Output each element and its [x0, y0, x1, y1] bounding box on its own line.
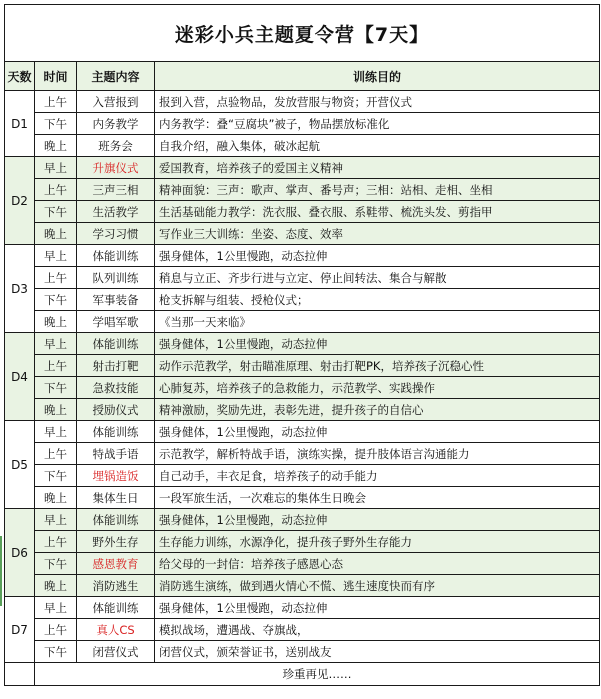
row-selection-marker [0, 536, 2, 606]
table-row [5, 377, 600, 399]
table-row [5, 201, 600, 223]
day-cell[interactable]: D1 [5, 91, 35, 157]
table-row [5, 619, 600, 641]
footer-text[interactable]: 珍重再见…… [35, 663, 600, 686]
table-row [5, 113, 600, 135]
time-cell[interactable]: 早上 [35, 597, 77, 619]
table-row [5, 355, 600, 377]
table-row [5, 267, 600, 289]
table-row [5, 179, 600, 201]
time-cell[interactable]: 下午 [35, 465, 77, 487]
content-cell[interactable]: 野外生存 [77, 531, 155, 553]
purpose-cell[interactable]: 稍息与立正、齐步行进与立定、停止间转法、集合与解散 [155, 267, 600, 289]
content-cell[interactable]: 授励仪式 [77, 399, 155, 421]
time-cell[interactable]: 早上 [35, 157, 77, 179]
purpose-cell[interactable]: 强身健体，1公里慢跑，动态拉伸 [155, 509, 600, 531]
purpose-cell[interactable]: 自我介绍，融入集体，破冰起航 [155, 135, 600, 157]
header-day[interactable]: 天数 [5, 62, 35, 91]
purpose-cell[interactable]: 报到入营，点验物品，发放营服与物资；开营仪式 [155, 91, 600, 113]
header-row [5, 62, 600, 91]
day-cell[interactable]: D7 [5, 597, 35, 663]
content-cell[interactable]: 班务会 [77, 135, 155, 157]
content-cell[interactable]: 集体生日 [77, 487, 155, 509]
purpose-cell[interactable]: 强身健体，1公里慢跑，动态拉伸 [155, 421, 600, 443]
table-row [5, 135, 600, 157]
content-cell[interactable]: 急救技能 [77, 377, 155, 399]
day-cell[interactable]: D3 [5, 245, 35, 333]
table-row [5, 289, 600, 311]
time-cell[interactable]: 上午 [35, 179, 77, 201]
purpose-cell[interactable]: 精神激励，奖励先进，表彰先进，提升孩子的自信心 [155, 399, 600, 421]
content-cell[interactable]: 消防逃生 [77, 575, 155, 597]
table-row [5, 223, 600, 245]
content-cell[interactable]: 队列训练 [77, 267, 155, 289]
table-row [5, 443, 600, 465]
purpose-cell[interactable]: 强身健体，1公里慢跑，动态拉伸 [155, 597, 600, 619]
time-cell[interactable]: 下午 [35, 113, 77, 135]
day-cell[interactable]: D5 [5, 421, 35, 509]
page-title[interactable]: 迷彩小兵主题夏令营【7天】 [5, 5, 600, 62]
time-cell[interactable]: 晚上 [35, 223, 77, 245]
time-cell[interactable]: 晚上 [35, 399, 77, 421]
table-row [5, 531, 600, 553]
time-cell[interactable]: 晚上 [35, 575, 77, 597]
content-cell[interactable]: 射击打靶 [77, 355, 155, 377]
table-row [5, 509, 600, 531]
time-cell[interactable]: 下午 [35, 553, 77, 575]
time-cell[interactable]: 晚上 [35, 487, 77, 509]
content-cell[interactable]: 学唱军歌 [77, 311, 155, 333]
time-cell[interactable]: 上午 [35, 267, 77, 289]
table-row [5, 641, 600, 663]
purpose-cell[interactable]: 闭营仪式，颁荣誉证书，送别战友 [155, 641, 600, 663]
header-purpose[interactable]: 训练目的 [155, 62, 600, 91]
table-row [5, 553, 600, 575]
purpose-cell[interactable]: 写作业三大训练：坐姿、态度、效率 [155, 223, 600, 245]
time-cell[interactable]: 下午 [35, 201, 77, 223]
table-row [5, 91, 600, 113]
table-row [5, 399, 600, 421]
content-cell[interactable]: 生活教学 [77, 201, 155, 223]
purpose-cell[interactable]: 枪支拆解与组装、授枪仪式； [155, 289, 600, 311]
time-cell[interactable]: 上午 [35, 619, 77, 641]
content-cell[interactable]: 闭营仪式 [77, 641, 155, 663]
table-row [5, 465, 600, 487]
time-cell[interactable]: 晚上 [35, 311, 77, 333]
time-cell[interactable]: 上午 [35, 531, 77, 553]
time-cell[interactable]: 上午 [35, 443, 77, 465]
time-cell[interactable]: 早上 [35, 245, 77, 267]
purpose-cell[interactable]: 动作示范教学，射击瞄准原理、射击打靶PK，培养孩子沉稳心性 [155, 355, 600, 377]
header-time[interactable]: 时间 [35, 62, 77, 91]
content-cell[interactable]: 感恩教育 [77, 553, 155, 575]
content-cell[interactable]: 特战手语 [77, 443, 155, 465]
purpose-cell[interactable]: 心肺复苏，培养孩子的急救能力，示范教学、实践操作 [155, 377, 600, 399]
purpose-cell[interactable]: 强身健体，1公里慢跑，动态拉伸 [155, 333, 600, 355]
purpose-cell[interactable]: 内务教学：叠“豆腐块”被子，物品摆放标准化 [155, 113, 600, 135]
table-row [5, 421, 600, 443]
schedule-table [4, 4, 600, 686]
table-row [5, 245, 600, 267]
content-cell[interactable]: 军事装备 [77, 289, 155, 311]
purpose-cell[interactable]: 生存能力训练，水源净化，提升孩子野外生存能力 [155, 531, 600, 553]
time-cell[interactable]: 上午 [35, 355, 77, 377]
purpose-cell[interactable]: 模拟战场，遭遇战、夺旗战， [155, 619, 600, 641]
content-cell[interactable]: 埋锅造饭 [77, 465, 155, 487]
table-row [5, 597, 600, 619]
day-cell[interactable]: D6 [5, 509, 35, 597]
time-cell[interactable]: 下午 [35, 289, 77, 311]
purpose-cell[interactable]: 爱国教育，培养孩子的爱国主义精神 [155, 157, 600, 179]
content-cell[interactable]: 体能训练 [77, 597, 155, 619]
content-cell[interactable]: 入营报到 [77, 91, 155, 113]
content-cell[interactable]: 体能训练 [77, 245, 155, 267]
content-cell[interactable]: 体能训练 [77, 333, 155, 355]
purpose-cell[interactable]: 生活基础能力教学：洗衣服、叠衣服、系鞋带、梳洗头发、剪指甲 [155, 201, 600, 223]
table-row [5, 487, 600, 509]
content-cell[interactable]: 三声三相 [77, 179, 155, 201]
content-cell[interactable]: 真人CS [77, 619, 155, 641]
content-cell[interactable]: 升旗仪式 [77, 157, 155, 179]
footer-blank-cell[interactable] [5, 663, 35, 686]
day-cell[interactable]: D2 [5, 157, 35, 245]
content-cell[interactable]: 体能训练 [77, 509, 155, 531]
purpose-cell[interactable]: 强身健体，1公里慢跑，动态拉伸 [155, 245, 600, 267]
table-row [5, 157, 600, 179]
purpose-cell[interactable]: 自己动手，丰衣足食，培养孩子的动手能力 [155, 465, 600, 487]
purpose-cell[interactable]: 一段军旅生活，一次难忘的集体生日晚会 [155, 487, 600, 509]
time-cell[interactable]: 晚上 [35, 135, 77, 157]
time-cell[interactable]: 下午 [35, 377, 77, 399]
time-cell[interactable]: 下午 [35, 641, 77, 663]
purpose-cell[interactable]: 《当那一天来临》 [155, 311, 600, 333]
time-cell[interactable]: 上午 [35, 91, 77, 113]
time-cell[interactable]: 早上 [35, 333, 77, 355]
purpose-cell[interactable]: 示范教学，解析特战手语，演练实操，提升肢体语言沟通能力 [155, 443, 600, 465]
header-content[interactable]: 主题内容 [77, 62, 155, 91]
purpose-cell[interactable]: 消防逃生演练，做到遇火情心不慌、逃生速度快而有序 [155, 575, 600, 597]
purpose-cell[interactable]: 精神面貌：三声：歌声、掌声、番号声；三相：站相、走相、坐相 [155, 179, 600, 201]
table-row [5, 333, 600, 355]
content-cell[interactable]: 内务教学 [77, 113, 155, 135]
table-row [5, 575, 600, 597]
footer-row [5, 663, 600, 686]
content-cell[interactable]: 体能训练 [77, 421, 155, 443]
time-cell[interactable]: 早上 [35, 421, 77, 443]
content-cell[interactable]: 学习习惯 [77, 223, 155, 245]
table-row [5, 311, 600, 333]
day-cell[interactable]: D4 [5, 333, 35, 421]
time-cell[interactable]: 早上 [35, 509, 77, 531]
purpose-cell[interactable]: 给父母的一封信：培养孩子感恩心态 [155, 553, 600, 575]
